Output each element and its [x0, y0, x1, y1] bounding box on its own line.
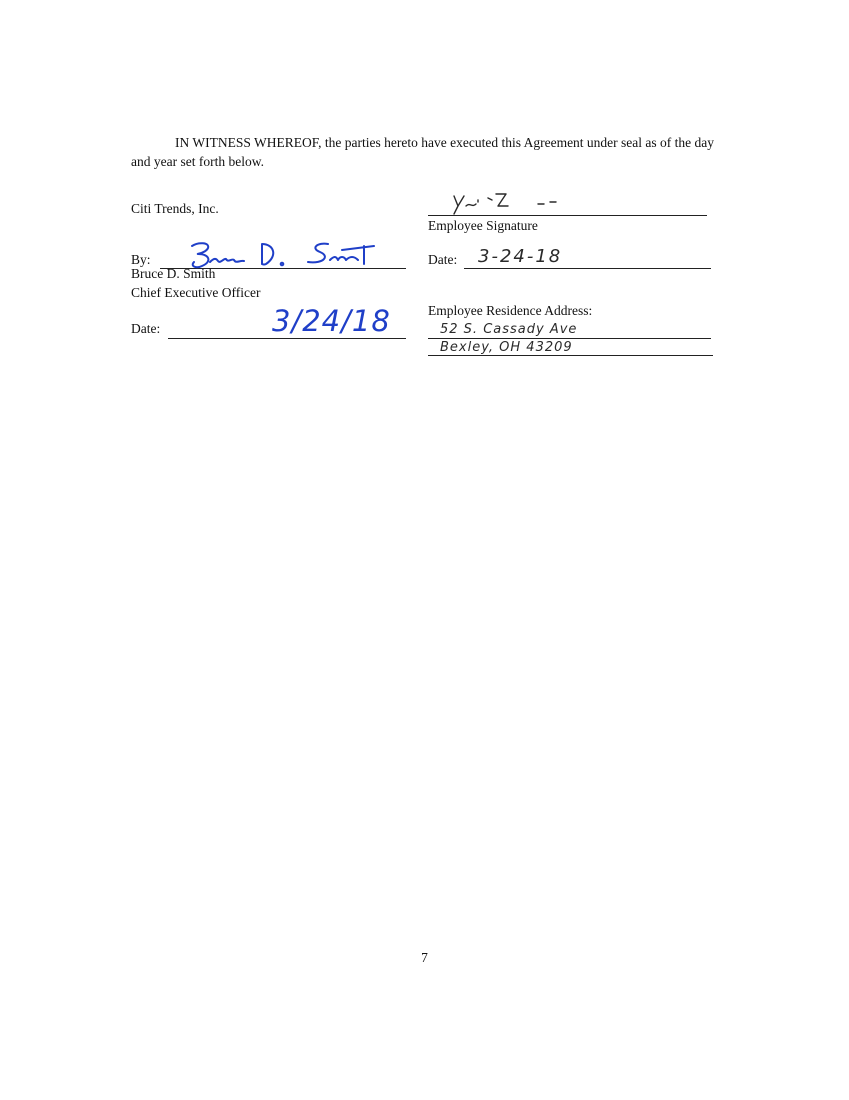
employee-signature-line [428, 215, 707, 216]
page-number: 7 [421, 950, 428, 965]
employee-address-line-1: 52 S. Cassady Ave [440, 322, 578, 337]
company-date-line [168, 338, 406, 339]
employee-address-label: Employee Residence Address: [428, 303, 593, 318]
company-handwritten-date: 3/24/18 [272, 304, 391, 338]
employee-date-label: Date: [428, 252, 458, 267]
employee-address-line-2-rule [428, 355, 713, 356]
company-by-label: By: [131, 252, 151, 267]
employee-signature-label: Employee Signature [428, 218, 538, 233]
signatory-title: Chief Executive Officer [131, 285, 261, 300]
employee-date-line [464, 268, 711, 269]
company-name: Citi Trends, Inc. [131, 201, 219, 216]
employee-signature-image [448, 190, 568, 218]
company-date-label: Date: [131, 321, 161, 336]
employee-address-line-1-rule [428, 338, 711, 339]
employee-handwritten-date: 3-24-18 [478, 246, 563, 267]
witness-clause: IN WITNESS WHEREOF, the parties hereto have executed this Agreement under seal as of the day and year set forth below. [131, 135, 715, 169]
signatory-name: Bruce D. Smith [131, 266, 216, 281]
employee-address-line-2: Bexley, OH 43209 [440, 340, 573, 355]
